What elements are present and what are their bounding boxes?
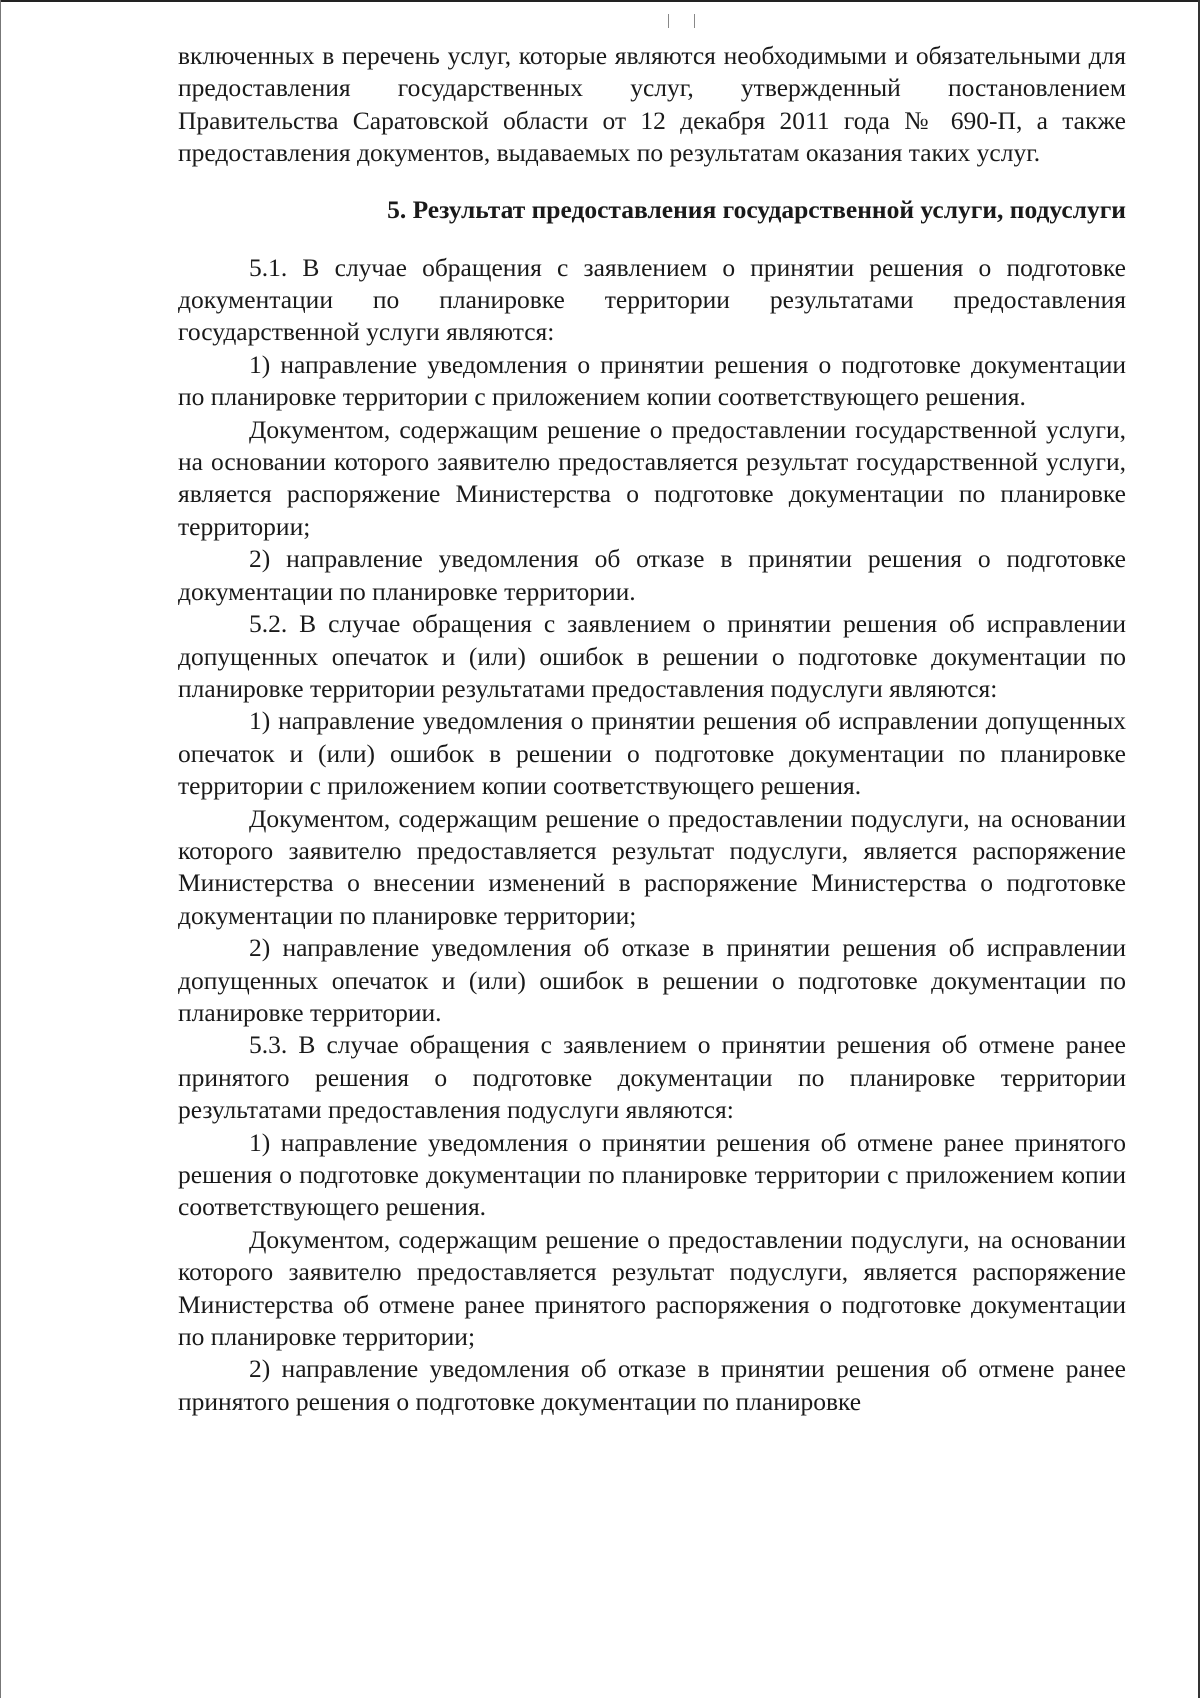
- scan-border-left: [0, 0, 1, 1698]
- paragraph-5-3-document: Документом, содержащим решение о предоставлении подуслуги, на основании которого заявителю предоставляется результат подуслуги, является распоряжение Министерства об отмене ранее принятого распоряжения о подготовке документации по планировке территории;: [178, 1224, 1126, 1352]
- paragraph-5-1-document: Документом, содержащим решение о предоставлении государственной услуги, на основании которого заявителю предоставляется результат государственной услуги, является распоряжение Министерства о подготовке документации по планировке территории;: [178, 414, 1126, 541]
- paragraph-5-3: 5.3. В случае обращения с заявлением о принятии решения об отмене ранее принятого решения о подготовке документации по планировке территории результатами предоставления подуслуги являются:: [178, 1030, 1126, 1125]
- section-heading: 5. Результат предоставления государственной услуги, подуслуги: [387, 194, 1126, 224]
- scan-mark: [668, 14, 669, 28]
- scan-mark: [694, 14, 695, 28]
- list-item-5-3-1: 1) направление уведомления о принятии решения об отмене ранее принятого решения о подготовке документации по планировке территории с приложением копии соответствующего решения.: [178, 1127, 1126, 1222]
- intro-paragraph: включенных в перечень услуг, которые являются необходимыми и обязательными для предоставления государственных услуг, утвержденный постановлением Правительства Саратовской области от 12 декабря 2011 года № 690-П, а также предоставления документов, выдаваемых по результатам оказания таких услуг.: [178, 41, 1126, 168]
- list-item-5-1-2: 2) направление уведомления об отказе в принятии решения о подготовке документации по планировке территории.: [178, 544, 1126, 606]
- paragraph-5-1: 5.1. В случае обращения с заявлением о принятии решения о подготовке документации по планировке территории результатами предоставления государственной услуги являются:: [178, 252, 1126, 347]
- list-item-5-1-1: 1) направление уведомления о принятии решения о подготовке документации по планировке территории с приложением копии соответствующего решения.: [178, 349, 1126, 412]
- list-item-5-3-2: 2) направление уведомления об отказе в принятии решения об отмене ранее принятого решения о подготовке документации по планировке: [178, 1354, 1126, 1416]
- paragraph-5-2-document: Документом, содержащим решение о предоставлении подуслуги, на основании которого заявителю предоставляется результат подуслуги, является распоряжение Министерства о внесении изменений в распоряжение Министерства о подготовке документации по планировке территории;: [178, 803, 1126, 930]
- scan-border-top: [0, 0, 1200, 2]
- document-page: [178, 40, 1126, 1418]
- list-item-5-2-2: 2) направление уведомления об отказе в принятии решения об исправлении допущенных опечаток и (или) ошибок в решении о подготовке документации по планировке территории.: [178, 933, 1126, 1027]
- list-item-5-2-1: 1) направление уведомления о принятии решения об исправлении допущенных опечаток и (или) ошибок в решении о подготовке документации по планировке территории с приложением копии соответствующего решения.: [178, 706, 1126, 801]
- paragraph-5-2: 5.2. В случае обращения с заявлением о принятии решения об исправлении допущенных опечаток и (или) ошибок в решении о подготовке документации по планировке территории результатами предоставления подуслуги являются:: [178, 609, 1126, 703]
